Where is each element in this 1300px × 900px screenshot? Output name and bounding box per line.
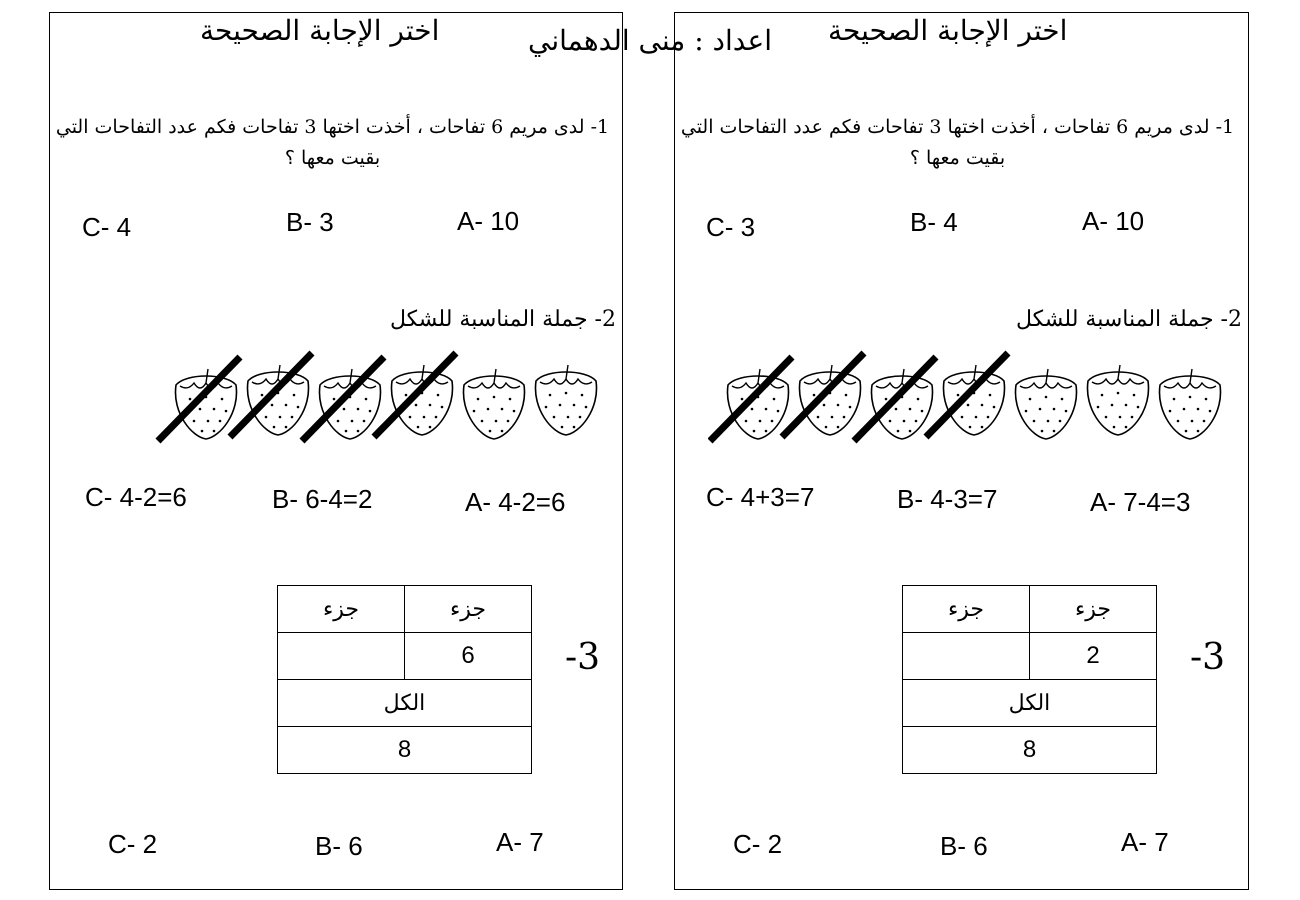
right-question-3-number: -3 [1190,637,1226,678]
right-part-whole-table [902,585,1157,774]
left-question-1: 1- لدى مريم 6 تفاحات ، أخذت اختها 3 تفاحات فكم عدد التفاحات التي بقيت معها ؟ [55,116,610,169]
left-q2-option-a[interactable]: A- 4-2=6 [465,487,566,517]
strawberry-icon [871,369,932,439]
right-q2-option-b[interactable]: B- 4-3=7 [897,484,998,514]
strawberry-icon [391,365,452,435]
worksheet-left-title: اختر الإجابة الصحيحة [200,14,440,47]
right-q3-option-b[interactable]: B- 6 [940,831,988,861]
strawberry-icon [247,365,308,435]
right-part-value-2[interactable] [903,633,1030,680]
right-q1-option-c[interactable]: C- 3 [706,212,756,242]
strawberry-icon [175,369,236,439]
left-q2-option-c[interactable]: C- 4-2=6 [85,482,187,512]
right-q2-option-c[interactable]: C- 4+3=7 [706,482,815,512]
strawberry-icon [799,365,860,435]
strawberry-icon [535,365,596,435]
left-q1-option-c[interactable]: C- 4 [82,212,132,242]
strawberry-icon [1159,369,1220,439]
right-part-label-1: جزء [1030,586,1157,633]
left-part-value-1: 6 [405,633,532,680]
strawberry-icon [1087,365,1148,435]
right-question-1: 1- لدى مريم 6 تفاحات ، أخذت اختها 3 تفاحات فكم عدد التفاحات التي بقيت معها ؟ [680,116,1235,169]
left-whole-label: الكل [278,680,532,727]
strawberry-icon [319,369,380,439]
left-q3-option-a[interactable]: A- 7 [496,827,544,857]
left-question-2: 2- جملة المناسبة للشكل [390,307,616,332]
left-part-label-1: جزء [405,586,532,633]
right-q1-option-b[interactable]: B- 4 [910,207,958,237]
right-whole-value: 8 [903,727,1157,774]
strawberry-icon [463,369,524,439]
left-whole-value: 8 [278,727,532,774]
right-part-label-2: جزء [903,586,1030,633]
left-part-label-2: جزء [278,586,405,633]
worksheet-right-title: اختر الإجابة الصحيحة [828,14,1068,47]
strawberry-icon [1015,369,1076,439]
left-question-3-number: -3 [565,637,601,678]
left-q3-option-c[interactable]: C- 2 [108,829,158,859]
left-q1-option-a[interactable]: A- 10 [457,206,520,236]
strawberry-icon [727,369,788,439]
right-q3-option-c[interactable]: C- 2 [733,829,783,859]
left-part-whole-table [277,585,532,774]
right-q1-option-a[interactable]: A- 10 [1082,206,1145,236]
left-q3-option-b[interactable]: B- 6 [315,831,363,861]
left-part-value-2[interactable] [278,633,405,680]
right-question-2: 2- جملة المناسبة للشكل [1016,307,1242,332]
right-strawberry-group [708,345,1243,455]
right-q3-option-a[interactable]: A- 7 [1121,827,1169,857]
author-credit: اعداد : منى الدهماني [528,24,772,57]
right-whole-label: الكل [903,680,1157,727]
left-q1-option-b[interactable]: B- 3 [286,207,334,237]
strawberry-icon [943,365,1004,435]
left-strawberry-group [140,345,620,455]
right-q2-option-a[interactable]: A- 7-4=3 [1090,487,1191,517]
left-q2-option-b[interactable]: B- 6-4=2 [272,484,373,514]
right-part-value-1: 2 [1030,633,1157,680]
